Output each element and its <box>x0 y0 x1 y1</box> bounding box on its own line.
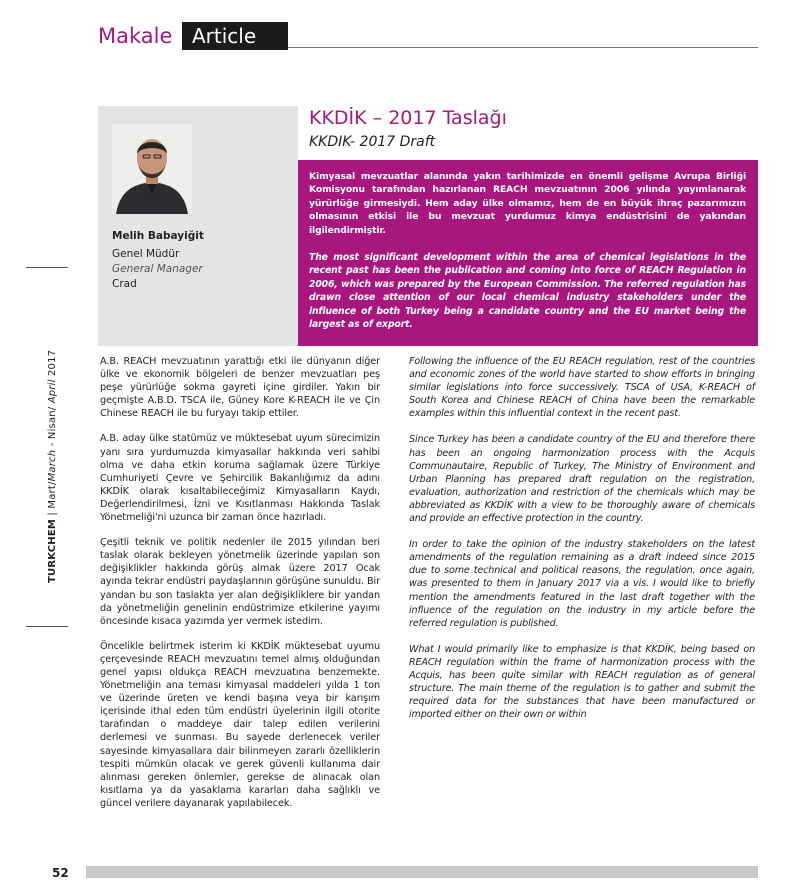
paragraph: Öncelikle belirtmek isterim ki KKDİK müktesebat uyumu çerçevesinde REACH mevzuatını temel almış olduğundan genel yapısı oldukça REACH mevzuatına benzemekte. Yönetmeliğin ana teması kimyasal maddeleri yılda 1 ton ve üzerinde üreten ve kendi başına veya bir karışım içerisinde ithal eden tüm endüstri üyelerinin ilgili otorite tarafından o maddeye dair talep edilen verilerini derlemesi ve sunması. Bu sayede derlenecek veriler sayesinde kimyasallara dair bilinmeyen zararlı özelliklerin tespiti mümkün olacak ve gerek güvenli kullanıma dair alınması gereken önlemler, gerekse de alınacak olan kısıtlama ya da yasaklama kararları daha sağlıklı ve güncel verilere dayanarak yapılabilecek. <box>100 640 380 809</box>
author-portrait-image <box>112 124 192 214</box>
issue-month-mid: - Nisan/ <box>47 403 58 450</box>
article-title: KKDİK – 2017 Taslağı <box>309 107 507 129</box>
section-label-tr: Makale <box>98 24 173 48</box>
abstract-box <box>298 160 758 346</box>
author-title-en: General Manager <box>112 263 203 275</box>
side-divider-top <box>26 267 68 268</box>
body-column-tr <box>100 355 380 822</box>
issue-month-en1: March <box>47 449 58 482</box>
header-divider <box>288 47 758 48</box>
magazine-name: TURKCHEM <box>47 518 58 583</box>
running-head <box>47 350 58 583</box>
abstract-en: The most significant development within the area of chemical legislations in the recent past has been the publication and coming into force of REACH Regulation in 2006, which was prepared by the European Commission. The referred regulation has drawn close attention of our local chemical industry stakeholders under the influence of both Turkey being a candidate country and the EU market being the largest as of export. <box>309 252 746 331</box>
page-number: 52 <box>52 866 69 880</box>
section-label-en: Article <box>182 22 288 50</box>
paragraph: A.B. REACH mevzuatının yarattığı etki ile dünyanın diğer ülke ve ekonomik bölgeleri de benzer mevzuatları peş peşe yürürlüğe sokma gayreti içine girdiler. Yakın bir geçmişte A.B.D. TSCA ile, Güney Kore K-REACH ile ve Çin Chinese REACH ile bu furyayı takip ettiler. <box>100 356 380 420</box>
article-subtitle: KKDIK- 2017 Draft <box>309 134 436 150</box>
author-box <box>98 106 298 346</box>
author-title-tr: Genel Müdür <box>112 248 180 260</box>
issue-year: 2017 <box>47 349 58 380</box>
issue-month-tr1: Mart/ <box>47 481 58 509</box>
paragraph: Çeşitli teknik ve politik nedenler ile 2015 yılından beri taslak olarak bekleyen yönetmelik üzerinde yapılan son değişiklikler hakkında görüş almak üzere 2017 Ocak ayında tekrar endüstri paydaşlarının görüşüne sunuldu. Bir yandan bu son taslakta yer alan değişikliklere bir yandan da yönetmeliğin genelinin endüstrimize etkilerine yayımı öncesinde kısaca yazımda yer vermek istedim. <box>100 537 381 627</box>
paragraph: What I would primarily like to emphasize is that KKDİK, being based on REACH regulation within the frame of harmonization process with the Acquis, has been quite similar with REACH regulation as of general structure. The main theme of the regulation is to gather and submit the required data for the substances that have been manufactured or imported either on their own or within <box>409 643 755 721</box>
footer-bar <box>86 866 758 878</box>
author-photo <box>112 124 192 214</box>
paragraph: In order to take the opinion of the industry stakeholders on the latest amendments of the regulation remaining as a draft indeed since 2015 due to some technical and political reasons, the regulation, once again, was presented to them in January 2017 via a vis. I would like to briefly mention the amendments featured in the last draft together with the influence of the regulation on the industry in my article before the referred regulation is published. <box>409 539 755 629</box>
paragraph: A.B. aday ülke statümüz ve müktesebat uyum sürecimizin yanı sıra yurdumuzda kimyasallar hakkında veri sahibi olma ve daha etkin koruma sağlamak üzere Türkiye Cumhuriyeti Çevre ve Şehircilik Bakanlığımız da adını KKDİK olarak kısaltabileceğimiz Kimyasalların Kaydı, Değerlendirilmesi, İzni ve Kısıtlanması Hakkında Taslak Yönetmeliği'ni uzunca bir zaman önce hazırladı. <box>100 433 380 524</box>
author-company: Crad <box>112 278 137 290</box>
issue-month-en2: April <box>47 379 58 404</box>
abstract-tr: Kimyasal mevzuatlar alanında yakın tarihimizde en önemli gelişme Avrupa Birliği Komisyonu tarafından hazırlanan REACH mevzuatının 2006 yılında yayımlanarak yürürlüğe girmesiydi. Hem aday ülke olmamız, hem de en büyük ihraç pazarımızın olmasının etkisi ile bu mevzuat yurdumuz kimya endüstrisini de yakından ilgilendirmiştir. <box>309 171 746 236</box>
paragraph: Since Turkey has been a candidate country of the EU and therefore there has been an ongoing harmonization process with the Acquis Communautaire, Republic of Turkey, The Ministry of Environment and Urban Planning has prepared draft regulation on the registration, evaluation, authorization and restriction of the chemicals which may be abbreviated as KKDİK with a view to be thoroughly aware of chemicals and provide an effective protection in the country. <box>409 434 755 525</box>
side-divider-bottom <box>26 626 68 627</box>
author-name: Melih Babayiğit <box>112 230 204 242</box>
body-column-en <box>409 355 755 734</box>
running-head-separator: | <box>47 511 58 516</box>
paragraph: Following the influence of the EU REACH regulation, rest of the countries and economic zones of the world have started to show efforts in bringing similar legislations into force successively. TSCA of USA, K-REACH of South Korea and Chinese REACH of China have been the remarkable examples within this influential context in the recent past. <box>409 356 755 420</box>
